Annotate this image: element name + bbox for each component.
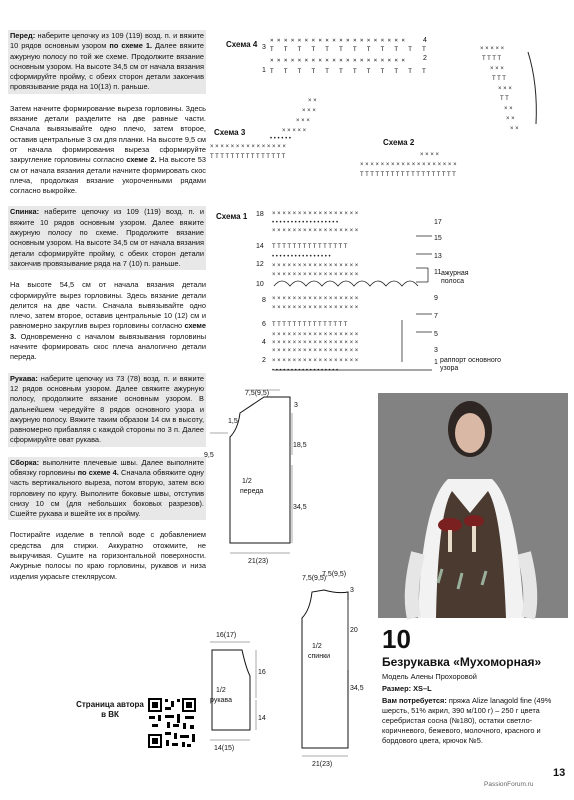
svg-text:× × ×: × × ×: [490, 66, 504, 72]
back-paragraph: Спинка: наберите цепочку из 109 (119) возд. п. и вяжите 10 рядов основным узором. Далее вяжите ажурную полосу по схеме. Продолжите вязание основным узором. На высоте 34,5 см от начала вязания детали сформируйте пройму, с обеих сторон детали закончив провязывание ряда на 7 (10) п. раньше.: [8, 206, 206, 270]
svg-text:14: 14: [258, 715, 266, 722]
svg-text:× × × × × × × × × × × × × × ×: × × × × × × × × × × × × × × × × ×: [272, 211, 359, 217]
scheme-1-diagram: [252, 206, 502, 382]
scheme-2-diagram: [360, 44, 570, 184]
svg-text:переда: переда: [240, 488, 264, 495]
svg-text:× × × × × × × × × × × × × × ×: × × × × × × × × × × × × × × × × ×: [272, 228, 359, 234]
scheme-3-diagram: [210, 90, 360, 162]
scheme-4-row-symbols: T T T T T T T T T T T T: [270, 46, 429, 53]
rapport-label: раппорт основного узора: [440, 357, 502, 372]
svg-text:T T: T T: [500, 96, 509, 102]
svg-text:1/2: 1/2: [242, 478, 252, 485]
svg-text:× × × ×: × × × ×: [420, 152, 440, 158]
scheme-4-row: 2: [423, 55, 427, 62]
svg-text:18,5: 18,5: [293, 442, 307, 449]
assembly-paragraph: Сборка: выполните плечевые швы. Далее выполните обвязку горловины по схеме 4. Сначала обвяжите одну часть вертикального выреза, потом вторую, затем всю горловину по кругу. Выполните боковые швы, отступив снизу 10 см (для небольших боковых разрезов). Сшейте рукава и вшейте их в пройму.: [8, 457, 206, 521]
svg-text:21(23): 21(23): [248, 558, 269, 565]
svg-text:3: 3: [294, 402, 298, 409]
svg-text:• • • • • • • • • • • • • • •: • • • • • • • • • • • • • • • • • •: [272, 220, 339, 226]
svg-text:1,5: 1,5: [228, 418, 238, 425]
svg-text:1: 1: [434, 359, 438, 366]
svg-text:T T T T T T T T T T T T T T T: T T T T T T T T T T T T T T T: [272, 244, 348, 250]
front-paragraph: Перед: наберите цепочку из 109 (119) возд. п. и вяжите 10 рядов основным узором по схеме 1. Далее вяжите ажурную полосу по той же схеме. Продолжите вязание основным узором. На высоте 34,5 см от начала вязания сформируйте пройму, с обеих сторон детали закончив провязывание ряда на 10(13) п. раньше.: [8, 30, 206, 94]
svg-text:T T T T T T T T T T T T T T T: T T T T T T T T T T T T T T T: [272, 322, 348, 328]
scheme-4-row: 3: [262, 44, 266, 51]
scheme-3-label: Схема 3: [214, 128, 246, 137]
svg-text:× × ×: × × ×: [296, 118, 310, 124]
svg-text:9,5: 9,5: [204, 452, 214, 459]
svg-text:20: 20: [350, 627, 358, 634]
svg-text:× × × × × × × × × × × × × × ×: × × × × × × × × × × × × × × ×: [210, 144, 286, 150]
pattern-title: Безрукавка «Мухоморная»: [382, 655, 542, 669]
svg-text:× × × × ×: × × × × ×: [282, 128, 307, 134]
svg-text:7: 7: [434, 313, 438, 320]
svg-text:× ×: × ×: [308, 98, 317, 104]
front-schematic: [200, 385, 318, 570]
back-top-dim: 7,5(9,5): [322, 571, 347, 578]
svg-text:21(23): 21(23): [312, 761, 333, 768]
lace-band-label: ажурная полоса: [441, 270, 469, 285]
svg-text:6: 6: [262, 321, 266, 328]
svg-text:16(17): 16(17): [216, 632, 237, 639]
svg-text:× ×: × ×: [510, 126, 519, 132]
svg-text:16: 16: [258, 669, 266, 676]
svg-text:• • • • • •: • • • • • •: [270, 136, 291, 142]
svg-text:× × × × × × × × × × × × × × ×: × × × × × × × × × × × × × × × × ×: [272, 348, 359, 354]
svg-text:× ×: × ×: [506, 116, 515, 122]
pattern-model: Модель Алены Прохоровой: [382, 672, 477, 681]
scheme-2-label: Схема 2: [383, 138, 415, 147]
vk-caption: Страница автора в ВК: [76, 700, 144, 719]
svg-text:1/2: 1/2: [312, 643, 322, 650]
svg-text:× × × × × × × × × × × × × × ×: × × × × × × × × × × × × × × × × ×: [272, 332, 359, 338]
svg-text:× × × × × × × × × × × × × × ×: × × × × × × × × × × × × × × × × ×: [272, 272, 359, 278]
svg-text:15: 15: [434, 235, 442, 242]
svg-text:5: 5: [434, 331, 438, 338]
svg-text:× × × × × × × × × × × × × × ×: × × × × × × × × × × × × × × × × ×: [272, 340, 359, 346]
svg-text:9: 9: [434, 295, 438, 302]
neckline-paragraph: Затем начните формирование выреза горловины. Здесь вязание детали разделите на две равные части. Сначала вывязывайте одно плечо, затем второе, оставив центральные 3 см для планки. На высоте 9,5 см от начала формирования выреза сформируйте закругление горловины согласно схеме 2. На высоте 53 см от начала вязания детали начните формировать скос плеча, продолжая вязание укороченными рядами согласно выкройке.: [10, 103, 207, 196]
scheme-1-label: Схема 1: [216, 212, 248, 221]
page-number: 13: [553, 767, 566, 779]
svg-text:× × × × × × × × × × × × × × ×: × × × × × × × × × × × × × × × × ×: [272, 305, 359, 311]
back-neck-paragraph: На высоте 54,5 см от начала вязания детали сформируйте вырез горловины. Здесь вязание детали делится на две части. Сначала вывязывайте одно плечо, затем второе, оставив центральные 10 (12) см и равномерно закруглив вырез горловины согласно схеме 3. Одновременно с началом вывязывания горловины начните формировать скос плеча аналогично детали переда.: [10, 280, 207, 362]
pattern-number: 10: [382, 624, 411, 654]
svg-text:T T T T T T T T T T T T T T T: T T T T T T T T T T T T T T T: [210, 154, 286, 160]
instructions-column: [10, 30, 206, 592]
svg-text:7,5(9,5): 7,5(9,5): [302, 575, 327, 582]
svg-text:8: 8: [262, 297, 266, 304]
svg-text:× × × × × × × × × × × × × × ×: × × × × × × × × × × × × × × × × ×: [272, 358, 359, 364]
svg-text:T T T T: T T T T: [482, 56, 502, 62]
svg-text:10: 10: [256, 281, 264, 288]
back-schematic: [298, 570, 378, 768]
finishing-paragraph: Постирайте изделие в теплой воде с добавлением средства для стирки. Аккуратно отожмите, не выкручивая. Сушите на горизонтальной поверхности. Ажурные полосы по краю горловины, рукавов и низа изделия украсьте стеклярусом.: [10, 530, 206, 581]
model-photo: [378, 393, 568, 618]
svg-text:× × × × × × × × × × × × × × ×: × × × × × × × × × × × × × × × × ×: [272, 296, 359, 302]
svg-text:2: 2: [262, 357, 266, 364]
svg-text:• • • • • • • • • • • • • • •: • • • • • • • • • • • • • • • •: [272, 254, 331, 260]
pattern-info: [382, 625, 570, 746]
svg-text:× × ×: × × ×: [498, 86, 512, 92]
svg-text:18: 18: [256, 211, 264, 218]
svg-text:× × × × × × × × × × × × × × ×: × × × × × × × × × × × × × × × × ×: [272, 263, 359, 269]
svg-text:× ×: × ×: [504, 106, 513, 112]
sleeves-paragraph: Рукава: наберите цепочку из 73 (78) возд. п. и вяжите 12 рядов основным узором. Далее свяжите ажурную полосу, продолжите вязание основным узором. В дальнейшем чередуйте 8 рядов основного узора и ажурную полосу. Вяжите таким образом 14 см в высоту, равномерно прибавляя с каждой стороны по 3 п. Далее сформируйте оват рукава.: [8, 373, 206, 447]
svg-text:3: 3: [350, 587, 354, 594]
svg-text:T T T: T T T: [492, 76, 506, 82]
svg-text:спинки: спинки: [308, 653, 331, 660]
pattern-materials: Вам потребуется: пряжа Alize lanagold fine (49% шерсть, 51% акрил, 390 м/100 г) – 250 г цвета серебристая сосна (№180), остатки светло-коричневого, бежевого, молочного, красного и бордового цвета, крючок №5.: [382, 696, 552, 745]
scheme-4-row-symbols: ××××××××××××××××××××: [270, 57, 409, 64]
scheme-4-row: 1: [262, 67, 266, 74]
svg-text:11: 11: [434, 269, 442, 276]
svg-text:рукава: рукава: [210, 697, 232, 704]
svg-text:14(15): 14(15): [214, 745, 235, 752]
scheme-4-label: Схема 4: [226, 40, 258, 49]
svg-text:T T T T T T T T T T T T T T T: T T T T T T T T T T T T T T T T T T T: [360, 172, 456, 178]
qr-code[interactable]: [147, 697, 197, 749]
svg-text:34,5: 34,5: [350, 685, 364, 692]
svg-text:4: 4: [262, 339, 266, 346]
svg-text:7,5(9,5): 7,5(9,5): [245, 390, 270, 397]
svg-text:14: 14: [256, 243, 264, 250]
svg-text:1/2: 1/2: [216, 687, 226, 694]
pattern-size: Размер: XS–L: [382, 684, 432, 693]
watermark: PassionForum.ru: [484, 781, 534, 788]
svg-text:17: 17: [434, 219, 442, 226]
svg-text:34,5: 34,5: [293, 504, 307, 511]
scheme-4-row-symbols: T T T T T T T T T T T T: [270, 68, 429, 75]
svg-text:12: 12: [256, 261, 264, 268]
svg-text:× × × × ×: × × × × ×: [480, 46, 505, 52]
scheme-4-row: 4: [423, 37, 427, 44]
svg-text:• • • • • • • • • • • • • • •: • • • • • • • • • • • • • • • • • •: [272, 368, 339, 374]
svg-text:3: 3: [434, 347, 438, 354]
svg-text:13: 13: [434, 253, 442, 260]
scheme-4-row-symbols: ××××××××××××××××××××: [270, 37, 409, 44]
svg-text:× × ×: × × ×: [302, 108, 316, 114]
sleeve-schematic: [196, 628, 274, 754]
svg-text:× × × × × × × × × × × × × × ×: × × × × × × × × × × × × × × × × × × ×: [360, 162, 457, 168]
